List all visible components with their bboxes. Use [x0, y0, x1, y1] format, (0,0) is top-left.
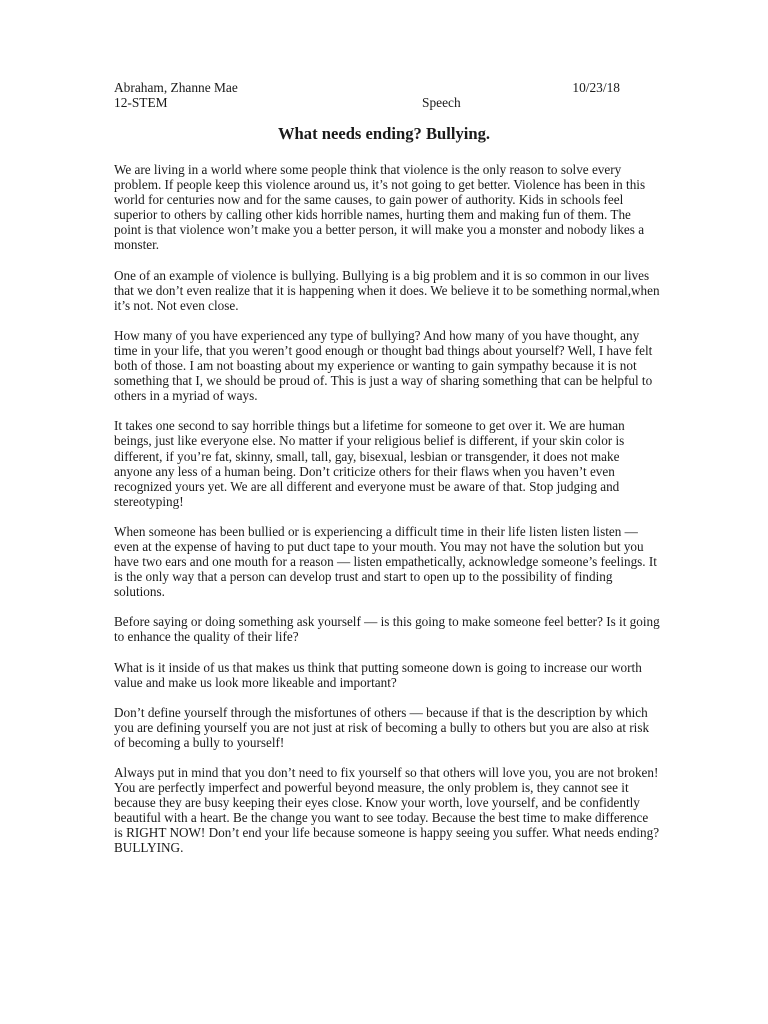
- author-name: Abraham, Zhanne Mae: [114, 80, 238, 95]
- class-section: 12-STEM: [114, 95, 168, 110]
- subject-label: Speech: [422, 95, 461, 110]
- paragraph: What is it inside of us that makes us think that putting someone down is going to increase our worth value and make us look more likeable and important?: [114, 659, 642, 690]
- paragraph: One of an example of violence is bullying. Bullying is a big problem and it is so common in our lives that we don’t even realize that it is happening when it does. We believe it to be something normal,when it’s not. Not even close.: [114, 267, 660, 313]
- document-date: 10/23/18: [572, 80, 620, 95]
- paragraph: When someone has been bullied or is experiencing a difficult time in their life listen listen listen — even at the expense of having to put duct tape to your mouth. You may not have the solution but you have two ears and one mouth for a reason — listen empathetically, acknowledge someone’s feelings. It is the only way that a person can develop trust and start to open up to the possibility of finding solutions.: [114, 523, 657, 600]
- paragraph: How many of you have experienced any type of bullying? And how many of you have thought, any time in your life, that you weren’t good enough or thought bad things about yourself? Well, I have felt both of those. I am not boasting about my experience or wanting to gain sympathy because it is not something that I, we should be proud of. This is just a way of sharing something that can be helpful to others in a myriad of ways.: [114, 327, 653, 404]
- paragraph: Before saying or doing something ask yourself — is this going to make someone feel better? Is it going to enhance the quality of their life?: [114, 614, 660, 645]
- paragraph: Always put in mind that you don’t need to fix yourself so that others will love you, you are not broken! You are perfectly imperfect and powerful beyond measure, the only problem is, they cannot see it because they are busy keeping their eyes close. Know your worth, love yourself, and be confidently beautiful with a heart. Be the change you want to see today. Because the best time to make difference is RIGHT NOW! Don’t end your life because someone is happy seeing you suffer. What needs ending? BULLYING.: [114, 765, 660, 856]
- document-body: [114, 162, 660, 871]
- paragraph: It takes one second to say horrible things but a lifetime for someone to get over it. We are human beings, just like everyone else. No matter if your religious belief is different, if your skin color is different, if you’re fat, skinny, small, tall, gay, bisexual, lesbian or transgender, it does not make anyone any less of a human being. Don’t criticize others for their flaws when you haven’t even recognized yours yet. We are all different and everyone must be aware of that. Stop judging and stereotyping!: [114, 418, 625, 509]
- paragraph: We are living in a world where some people think that violence is the only reason to solve every problem. If people keep this violence around us, it’s not going to get better. Violence has been in this world for centuries now and for the same causes, to gain power of authority. Kids in schools feel superior to others by calling other kids horrible names, hurting them and making fun of them. The point is that violence won’t make you a better person, it will make you a monster and nobody likes a monster.: [114, 162, 646, 253]
- document-title: What needs ending? Bullying.: [277, 124, 491, 143]
- paragraph: Don’t define yourself through the misfortunes of others — because if that is the description by which you are defining yourself you are not just at risk of becoming a bully to others but you are also at risk of becoming a bully to yourself!: [114, 704, 650, 750]
